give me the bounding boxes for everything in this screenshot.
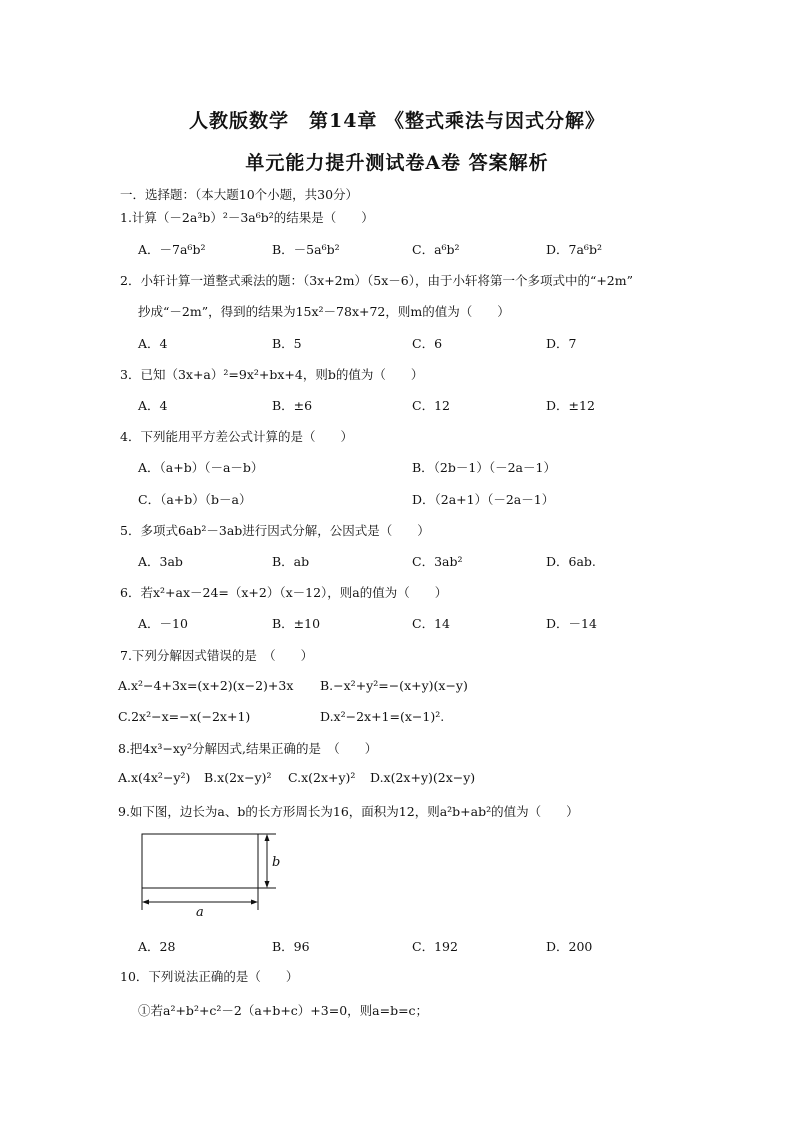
figure-label-a: a bbox=[196, 905, 204, 920]
option-c: C．192 bbox=[412, 939, 458, 954]
option-d: D．7a⁶b² bbox=[546, 242, 602, 257]
question-5-stem: 5．多项式6ab²－3ab进行因式分解，公因式是（ ） bbox=[120, 523, 430, 538]
option-b: B．ab bbox=[272, 554, 310, 569]
question-2-stem: 2．小轩计算一道整式乘法的题：（3x+2m）（5x－6），由于小轩将第一个多项式中的“+2m” bbox=[120, 273, 634, 288]
option-b: B．±6 bbox=[272, 398, 313, 413]
option-b: B.x(2x−y)² bbox=[204, 770, 272, 785]
section-heading: 一．选择题：（本大题10个小题，共30分） bbox=[120, 187, 359, 202]
option-d: D．200 bbox=[546, 939, 593, 954]
option-c: C．3ab² bbox=[412, 554, 463, 569]
option-b: B．±10 bbox=[272, 616, 321, 631]
page-subtitle: 单元能力提升测试卷A卷 答案解析 bbox=[245, 152, 549, 174]
figure-label-b: b bbox=[272, 855, 281, 870]
question-1-stem: 1.计算（－2a³b）²－3a⁶b²的结果是（ ） bbox=[120, 210, 374, 225]
option-d: D.x(2x+y)(2x−y) bbox=[370, 770, 476, 785]
option-a: A．－7a⁶b² bbox=[138, 242, 206, 257]
option-c: C.2x²−x=−x(−2x+1) bbox=[118, 709, 251, 724]
option-b: B．－5a⁶b² bbox=[272, 242, 340, 257]
page-title: 人教版数学 第14章 《整式乘法与因式分解》 bbox=[188, 110, 606, 132]
question-10-statement-1: ①若a²+b²+c²－2（a+b+c）+3=0，则a=b=c； bbox=[138, 1003, 429, 1018]
option-c: C．14 bbox=[412, 616, 450, 631]
question-2-stem-continued: 抄成“－2m”，得到的结果为15x²－78x+72，则m的值为（ ） bbox=[138, 304, 510, 319]
option-a: A．4 bbox=[138, 336, 168, 351]
question-6-stem: 6．若x²+ax－24=（x+2）（x－12），则a的值为（ ） bbox=[120, 585, 448, 600]
option-b: B．（2b－1）（－2a－1） bbox=[412, 460, 556, 475]
option-a: A．4 bbox=[138, 398, 168, 413]
option-d: D．6ab. bbox=[546, 554, 596, 569]
option-c: C．a⁶b² bbox=[412, 242, 460, 257]
question-10-stem: 10．下列说法正确的是（ ） bbox=[120, 969, 299, 984]
option-c: C．12 bbox=[412, 398, 450, 413]
question-8-stem: 8.把4x³−xy²分解因式,结果正确的是 （ ） bbox=[118, 741, 378, 756]
a-arrow-right bbox=[251, 900, 258, 905]
option-a: A．－10 bbox=[138, 616, 188, 631]
option-d: D．－14 bbox=[546, 616, 597, 631]
question-4-stem: 4．下列能用平方差公式计算的是（ ） bbox=[120, 429, 353, 444]
question-9-stem: 9.如下图，边长为a、b的长方形周长为16，面积为12，则a²b+ab²的值为（ ） bbox=[118, 804, 579, 819]
option-a: A．28 bbox=[138, 939, 176, 954]
a-arrow-left bbox=[142, 900, 149, 905]
option-c: C．（a+b）（b－a） bbox=[138, 492, 252, 507]
option-d: D．7 bbox=[546, 336, 577, 351]
option-c: C．6 bbox=[412, 336, 443, 351]
rectangle-figure bbox=[136, 830, 286, 920]
question-7-stem: 7.下列分解因式错误的是 （ ） bbox=[120, 648, 314, 663]
option-b: B.−x²+y²=−(x+y)(x−y) bbox=[320, 678, 468, 693]
option-b: B．5 bbox=[272, 336, 302, 351]
b-arrow-top bbox=[265, 834, 270, 841]
question-3-stem: 3．已知（3x+a）²=9x²+bx+4，则b的值为（ ） bbox=[120, 367, 424, 382]
option-a: A.x(4x²−y²) bbox=[118, 770, 191, 785]
b-arrow-bottom bbox=[265, 881, 270, 888]
rectangle bbox=[142, 834, 258, 888]
option-b: B．96 bbox=[272, 939, 310, 954]
option-c: C.x(2x+y)² bbox=[288, 770, 356, 785]
option-d: D．±12 bbox=[546, 398, 595, 413]
option-d: D．（2a+1）（－2a－1） bbox=[412, 492, 555, 507]
option-a: A．（a+b）（－a－b） bbox=[138, 460, 264, 475]
option-a: A．3ab bbox=[138, 554, 183, 569]
option-a: A.x²−4+3x=(x+2)(x−2)+3x bbox=[118, 678, 294, 693]
option-d: D.x²−2x+1=(x−1)². bbox=[320, 709, 445, 724]
